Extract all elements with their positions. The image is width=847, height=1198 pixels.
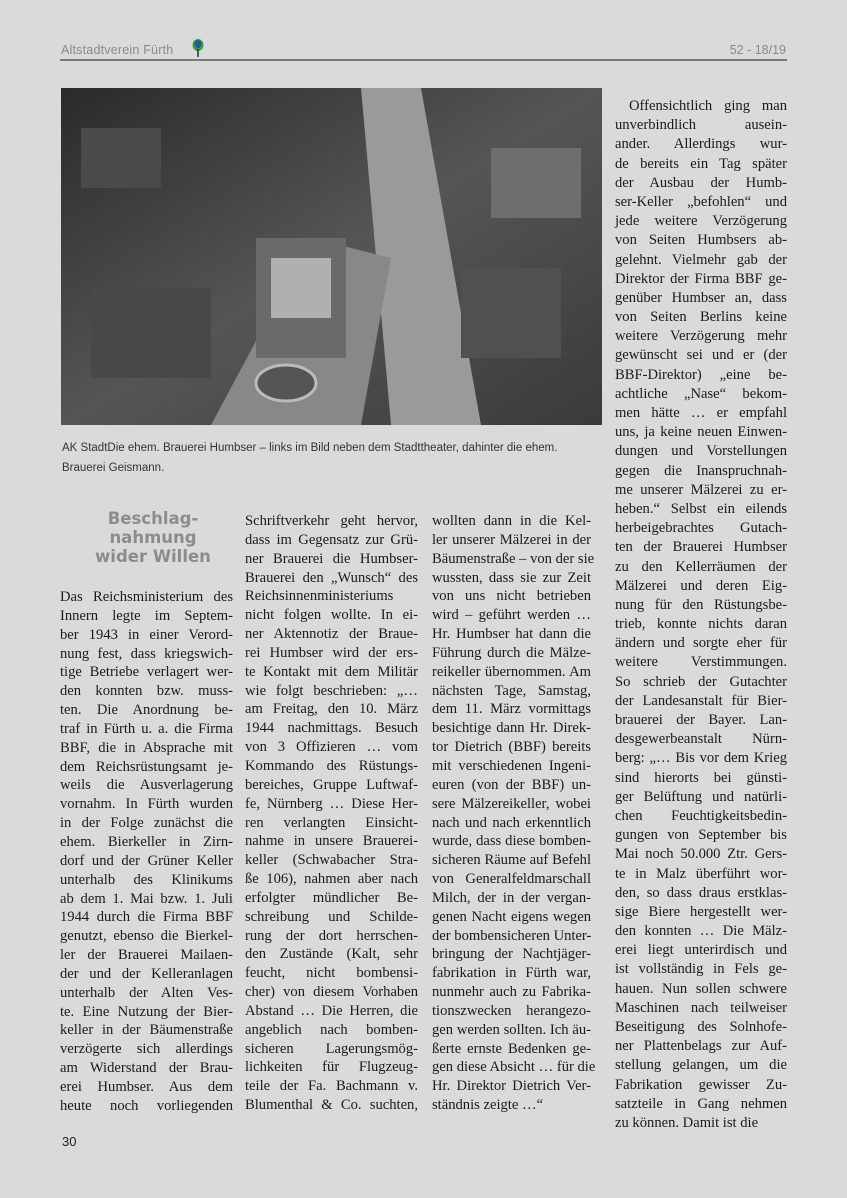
text-line: cher) von diesem Vorhaben xyxy=(245,984,418,1001)
text-line: sicheren Lagerungsmög- xyxy=(245,1040,418,1057)
text-line: gen diese Absicht … für die xyxy=(432,1059,596,1076)
text-line: ger Belüftung und natürli- xyxy=(615,788,787,805)
text-line: Mai noch 50.000 Ztr. Gers- xyxy=(615,846,787,863)
text-line: wollten dann in die Kel- xyxy=(432,513,591,529)
publication-name: Altstadtverein Fürth xyxy=(61,43,174,57)
text-line: nunmehr auch zu Fabrika- xyxy=(432,984,591,1001)
text-line: fe, Nürnberg … Diese Her- xyxy=(245,795,418,812)
text-line: zu können. Damit ist die xyxy=(615,1114,759,1131)
text-line: erei Humbser. Aus dem xyxy=(60,1078,233,1095)
text-line: Schriftverkehr geht hervor, xyxy=(245,513,418,529)
heading-line: Beschlag- xyxy=(107,509,199,528)
text-line: unverbindlich ausein- xyxy=(615,117,787,134)
text-line: ler der Brauerei Mailaen- xyxy=(60,947,233,964)
text-line: satzteile in Gang nehmen xyxy=(615,1095,787,1112)
text-column-2 xyxy=(245,512,418,1115)
text-line: ständnis zeigte …“ xyxy=(432,1097,544,1114)
text-line: ßerte ernste Bedenken ge- xyxy=(432,1040,591,1057)
text-line: von Seiten Humbsers ab- xyxy=(615,232,787,249)
issue-number: 52 - 18/19 xyxy=(729,43,786,57)
text-line: ten der Brauerei Humbser xyxy=(615,539,787,556)
text-line: BBF, die in Absprache mit xyxy=(60,739,233,756)
text-line: dorf und der Grüner Keller xyxy=(60,852,233,869)
text-line: Kommando des Rüstungs- xyxy=(245,757,418,774)
text-column-1 xyxy=(60,588,233,1116)
text-line: verzögerte sich allerdings xyxy=(60,1041,233,1058)
text-line: traf in Fürth u. a. die Firma xyxy=(60,720,233,737)
text-line: teile der Fa. Bachmann v. xyxy=(245,1078,418,1095)
text-line: chen Feuchtigkeitsbedin- xyxy=(615,807,787,824)
text-column-4 xyxy=(615,97,787,1133)
text-line: gen werden sollten. Ich äu- xyxy=(432,1021,591,1038)
text-line: ändern und sorgte eher für xyxy=(615,635,787,652)
text-line: nächsten Tage, Samstag, xyxy=(432,682,591,699)
text-line: von 3 Offizieren … vom xyxy=(245,739,418,756)
text-line: gewünscht sei und er (der xyxy=(615,347,787,364)
text-line: dem Reichsrüstungsamt je- xyxy=(60,758,233,775)
text-line: am Widerstand der Brau- xyxy=(60,1060,233,1077)
text-line: Brauerei den „Wunsch“ des xyxy=(245,569,418,586)
text-line: ße 106), nahmen aber nach xyxy=(245,871,418,888)
text-line: dass im Gegensatz zur Grü- xyxy=(245,531,418,548)
text-line: von uns nicht betrieben xyxy=(432,588,591,605)
text-line: den Zustände (Kalt, sehr xyxy=(245,946,418,963)
text-line: 1944 nachmittags. Besuch xyxy=(245,720,418,737)
text-line: wussten, dass sie zur Zeit xyxy=(432,569,591,586)
text-line: genen Nacht eigens wegen xyxy=(432,908,591,925)
text-line: gungen von September bis xyxy=(615,827,787,844)
text-line: ber 1943 in einer Verord- xyxy=(60,626,233,643)
text-line: ander. Allerdings wur- xyxy=(615,136,787,153)
text-line: te Kontakt mit dem Militär xyxy=(245,663,418,680)
text-line: wie folgt beschrieben: „… xyxy=(245,682,418,699)
text-line: der bombensicheren Unter- xyxy=(432,927,592,944)
aerial-photo xyxy=(61,88,602,425)
text-line: dungen und Vorstellungen xyxy=(615,443,787,460)
text-line: Abstand … Die Herren, die xyxy=(245,1002,418,1019)
text-line: erfolgter mündlicher Be- xyxy=(245,889,418,906)
text-line: nicht folgen wollte. In ei- xyxy=(245,607,418,624)
text-line: angeblich nach bomben- xyxy=(245,1021,418,1038)
text-line: bereiches, Gruppe Luftwaf- xyxy=(245,776,418,793)
text-line: sicheren Räume auf Befehl xyxy=(432,852,591,869)
text-column-3 xyxy=(432,512,596,1115)
text-line: am Freitag, den 10. März xyxy=(245,701,418,718)
text-line: sere Mälzereikeller, wobei xyxy=(432,795,591,812)
text-line: Offensichtlich ging man xyxy=(629,98,787,114)
text-line: euren (von der BBF) un- xyxy=(432,776,591,793)
text-line: me unserer Mälzerei zu er- xyxy=(615,481,787,498)
text-line: Reichsinnenministeriums xyxy=(245,588,394,605)
text-line: rung der dort herrschen- xyxy=(245,927,418,944)
page-number: 30 xyxy=(62,1134,77,1149)
text-line: rei Humbser wird der ers- xyxy=(245,644,418,661)
text-line: zu den Kellerräumen der xyxy=(615,558,787,575)
text-line: ner Brauerei die Humbser- xyxy=(245,550,418,567)
heading-line: nahmung xyxy=(109,528,197,547)
text-line: de bereits ein Tag später xyxy=(615,155,787,172)
text-line: wurde, dass diese bomben- xyxy=(432,833,591,850)
photo-caption: AK StadtDie ehem. Brauerei Humbser – links im Bild neben dem Stadttheater, dahinter die ehem. Brauerei Geismann. xyxy=(62,442,558,474)
text-line: Hr. Direktor Dietrich Ver- xyxy=(432,1078,591,1095)
text-line: te. Eine Nutzung der Bier- xyxy=(60,1003,233,1020)
text-line: Mälzerei und deren Eig- xyxy=(615,577,787,594)
text-line: ner Plattenbelags zur Auf- xyxy=(615,1038,787,1055)
text-line: ist vollständig in Fels ge- xyxy=(615,961,787,978)
text-line: erei liegt unterirdisch und xyxy=(615,942,787,959)
text-line: in der Folge zunächst die xyxy=(60,815,233,832)
text-line: tionszwecken herangezo- xyxy=(432,1002,591,1019)
text-line: sind hierorts bei günsti- xyxy=(615,769,787,786)
text-line: jede weitere Verzögerung xyxy=(615,213,787,230)
text-line: Bäumenstraße – von der sie xyxy=(432,550,595,567)
text-line: Das Reichsministerium des xyxy=(60,589,233,605)
text-line: Maschinen nach teilweiser xyxy=(615,999,787,1016)
text-line: Innern legte im Septem- xyxy=(60,607,233,624)
text-line: der und der Kelleranlagen xyxy=(60,965,233,982)
text-line: sige Biere hergestellt wer- xyxy=(615,903,787,920)
tree-logo-icon xyxy=(192,39,204,57)
text-line: vornahm. In Fürth wurden xyxy=(60,796,233,813)
text-line: von Generalfeldmarschall xyxy=(432,871,591,888)
text-line: fabrikation in Fürth war, xyxy=(432,965,591,982)
text-line: reikeller übernommen. Am xyxy=(432,663,591,680)
text-line: Fabrikation gewisser Zu- xyxy=(615,1076,787,1093)
text-line: berg: „… Bis vor dem Krieg xyxy=(615,750,787,767)
text-line: schreibung und Schilde- xyxy=(245,908,418,925)
text-line: Beseitigung des Solnhofe- xyxy=(615,1019,787,1035)
text-line: dem 11. März vormittags xyxy=(432,701,591,718)
text-line: genüber Humbser an, dass xyxy=(615,289,787,306)
text-line: ehem. Bierkeller in Zirn- xyxy=(60,833,233,850)
text-line: feucht, nicht bombensi- xyxy=(245,965,418,982)
text-line: Milch, der in der vergan- xyxy=(432,889,591,906)
text-line: 1944 durch die Firma BBF xyxy=(60,909,233,926)
text-line: ren verlangten Einsicht- xyxy=(245,814,418,831)
text-line: Blumenthal & Co. suchten, xyxy=(245,1097,418,1114)
text-line: den konnten … Die Mälz- xyxy=(615,923,787,940)
text-line: weitere Verzögerung mehr xyxy=(615,328,787,345)
text-line: ser-Keller „befohlen“ und xyxy=(615,193,787,210)
text-line: ner Aktennotiz der Braue- xyxy=(245,626,418,643)
text-line: Hr. Humbser hat dann die xyxy=(432,626,591,643)
text-line: Direktor der Firma BBF ge- xyxy=(615,270,787,287)
text-line: lichkeiten für Flugzeug- xyxy=(245,1059,418,1076)
text-line: desgewerbeanstalt Nürn- xyxy=(615,731,787,748)
text-line: heben.“ Selbst ein eilends xyxy=(615,500,787,517)
text-line: wird – geführt werden … xyxy=(432,607,591,624)
text-line: nach und nach erkenntlich xyxy=(432,814,591,831)
text-line: stellung gelangen, um die xyxy=(615,1057,787,1074)
text-line: unterhalb der Alten Ves- xyxy=(60,984,233,1001)
text-line: ten. Die Anordnung be- xyxy=(60,702,233,719)
text-line: nung für den Rüstungsbe- xyxy=(615,596,787,613)
heading-line: wider Willen xyxy=(95,547,211,566)
text-line: der Landesanstalt für Bier- xyxy=(615,692,787,709)
text-line: gelehnt. Vielmehr gab der xyxy=(615,251,787,268)
text-line: uns, ja keine neuen Einwen- xyxy=(615,424,787,441)
text-line: te in Malz überführt wor- xyxy=(615,865,787,882)
text-line: ab dem 1. Mai bzw. 1. Juli xyxy=(60,890,233,907)
text-line: men hätte … er empfahl xyxy=(615,405,787,421)
text-line: weils die Ausverlagerung xyxy=(60,777,233,794)
text-line: besichtige dann Hr. Direk- xyxy=(432,720,591,737)
text-line: hauen. Nun sollen schwere xyxy=(615,980,787,997)
text-line: von Seiten Berlins keine xyxy=(615,309,787,326)
header-rule xyxy=(60,59,787,61)
text-line: keller in der Bäumenstraße xyxy=(60,1022,233,1039)
text-line: keller (Schwabacher Stra- xyxy=(245,852,418,869)
text-line: Führung durch die Mälze- xyxy=(432,644,591,661)
text-line: den konnten bzw. muss- xyxy=(60,683,233,700)
text-line: unterhalb des Klinikums xyxy=(60,871,233,888)
text-line: bringung der Nachtjäger- xyxy=(432,946,591,963)
text-line: gegen die Inanspruchnah- xyxy=(615,462,787,479)
text-line: tor Dietrich (BBF) bereits xyxy=(432,739,591,756)
text-line: trieb, konnte nichts daran xyxy=(615,616,787,633)
text-line: nahme in unsere Brauerei- xyxy=(245,833,418,850)
text-line: weitere Verstimmungen. xyxy=(615,654,787,671)
text-line: der Ausbau der Humb- xyxy=(615,174,787,191)
text-line: herbeigebrachtes Gutach- xyxy=(615,520,787,537)
text-line: nung fest, dass kriegswich- xyxy=(60,645,233,662)
text-line: tige Betriebe verlagert wer- xyxy=(60,664,233,681)
text-line: brauerei der Bayer. Lan- xyxy=(615,712,787,728)
section-heading xyxy=(62,509,244,566)
text-line: BBF-Direktor) „eine be- xyxy=(615,366,787,383)
text-line: den, so dass draus erstklas- xyxy=(615,884,787,901)
text-line: heute noch vorliegenden xyxy=(60,1097,233,1114)
text-line: genutzt, ebenso die Bierkel- xyxy=(60,928,233,945)
text-line: ler unserer Mälzerei in der xyxy=(432,531,591,548)
text-line: So schrieb der Gutachter xyxy=(615,673,787,690)
text-line: achtliche „Nase“ bekom- xyxy=(615,385,787,402)
text-line: mit verschiedenen Ingeni- xyxy=(432,757,591,774)
